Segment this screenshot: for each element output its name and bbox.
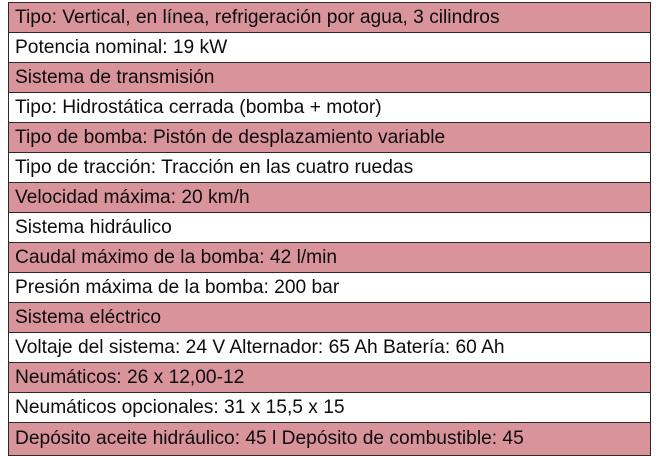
spec-row [9,183,651,213]
spec-row [9,363,651,393]
spec-row [9,333,651,363]
spec-row [9,243,651,273]
spec-cell: Caudal máximo de la bomba: 42 l/min [9,243,651,273]
spec-row [9,273,651,303]
spec-cell: Tipo de tracción: Tracción en las cuatro ruedas [9,153,651,183]
section-header-row [9,63,651,93]
spec-cell: Neumáticos opcionales: 31 x 15,5 x 15 [9,393,651,423]
section-header: Sistema de transmisión [9,63,651,93]
section-header-row [9,213,651,243]
spec-cell: Tipo de bomba: Pistón de desplazamiento variable [9,123,651,153]
spec-table [8,2,651,456]
spec-row [9,393,651,423]
spec-cell: Potencia nominal: 19 kW [9,33,651,63]
section-header: Sistema hidráulico [9,213,651,243]
spec-cell: Presión máxima de la bomba: 200 bar [9,273,651,303]
section-header: Sistema eléctrico [9,303,651,333]
spec-cell: Voltaje del sistema: 24 V Alternador: 65 Ah Batería: 60 Ah [9,333,651,363]
spec-row [9,93,651,123]
section-header-row [9,303,651,333]
spec-cell: Tipo: Vertical, en línea, refrigeración por agua, 3 cilindros [9,3,651,33]
spec-cell: Velocidad máxima: 20 km/h [9,183,651,213]
spec-cell: Tipo: Hidrostática cerrada (bomba + motor) [9,93,651,123]
spec-row [9,33,651,63]
spec-row [9,123,651,153]
spec-row [9,3,651,33]
spec-row [9,153,651,183]
spec-cell: Neumáticos: 26 x 12,00-12 [9,363,651,393]
spec-row [9,423,651,456]
spec-cell: Depósito aceite hidráulico: 45 l Depósito de combustible: 45 [9,423,651,456]
